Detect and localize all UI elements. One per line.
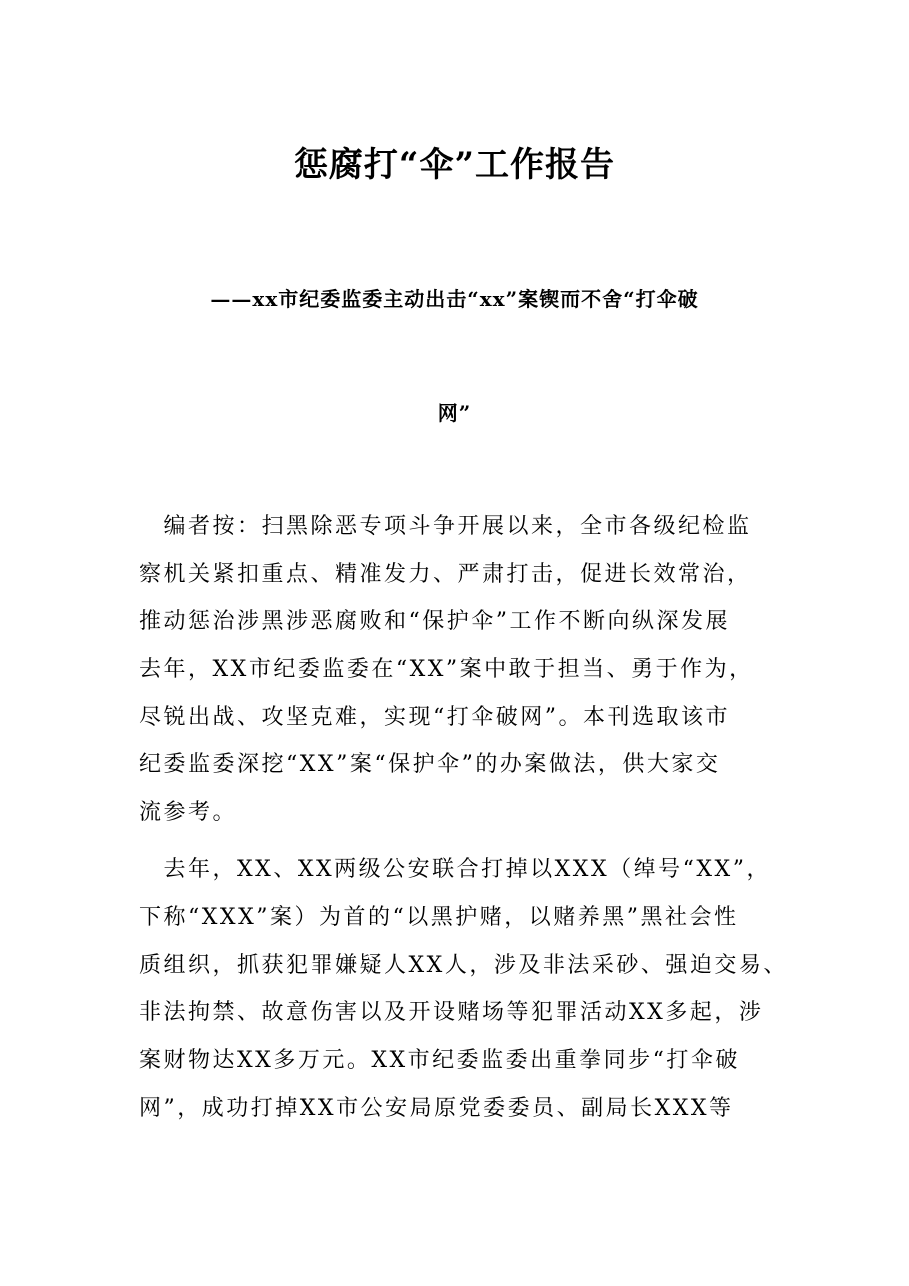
text-line: 非法拘禁、故意伤害以及开设赌场等犯罪活动XX多起，涉 — [139, 1000, 764, 1025]
text-line: 察机关紧扣重点、精准发力、严肃打击，促进长效常治， — [139, 562, 752, 587]
document-subtitle-line-2: 网” — [437, 401, 472, 425]
text-line: 纪委监委深挖“XX”案“保护伞”的办案做法，供大家交 — [139, 752, 721, 777]
text-line: 尽锐出战、攻坚克难，实现“打伞破网”。本刊选取该市 — [139, 705, 730, 730]
text-line: 质组织，抓获犯罪嫌疑人XX人，涉及非法采砂、强迫交易、 — [139, 953, 788, 978]
document-title: 惩腐打“伞”工作报告 — [293, 145, 616, 185]
text-line: 下称“XXX”案）为首的“以黑护赌，以赌养黑”黑社会性 — [139, 905, 739, 930]
text-line: 案财物达XX多万元。XX市纪委监委出重拳同步“打伞破 — [139, 1048, 740, 1073]
text-line: 流参考。 — [139, 800, 238, 825]
text-line: 去年，XX市纪委监委在“XX”案中敢于担当、勇于作为， — [139, 657, 754, 682]
text-line: 去年，XX、XX两级公安联合打掉以XXX（绰号“XX”， — [139, 857, 771, 882]
text-line: 编者按：扫黑除恶专项斗争开展以来，全市各级纪检监 — [139, 514, 752, 539]
document-subtitle-line-1: ——xx市纪委监委主动出击“xx”案锲而不舍“打伞破 — [210, 287, 699, 311]
text-line: 网”，成功打掉XX市公安局原党委委员、副局长XXX等 — [139, 1096, 734, 1121]
text-line: 推动惩治涉黑涉恶腐败和“保护伞”工作不断向纵深发展 — [139, 609, 730, 634]
